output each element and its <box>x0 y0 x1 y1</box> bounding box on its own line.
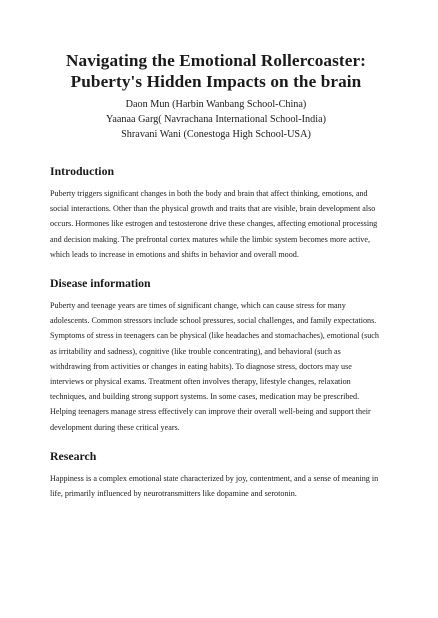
introduction-paragraph: Puberty triggers significant changes in both the body and brain that affect thinking, emotions, and social interactions. Other than the physical growth and traits that are visible, brain development also occurs. Hormones like estrogen and testosterone drive these changes, affecting emotional processing and decision making. The prefrontal cortex matures while the limbic system becomes more active, which leads to increase in emotions and shifts in behavior and overall mood. <box>50 189 378 259</box>
author-3: Shravani Wani (Conestoga High School-USA) <box>121 129 311 140</box>
author-list <box>50 97 382 142</box>
paper-title-line-2: Puberty's Hidden Impacts on the brain <box>70 72 362 91</box>
disease-information-heading: Disease information <box>50 276 151 291</box>
disease-information-paragraph: Puberty and teenage years are times of significant change, which can cause stress for many adolescents. Common stressors include school pressures, social challenges, and family expectations. Symptoms of stress in teenagers can be physical (like headaches and stomachaches), emotional (such as irritability and sadness), cognitive (like trouble concentrating), and behavioral (such as withdrawing from activities or changes in eating habits). To diagnose stress, doctors may use interviews or physical exams. Treatment often involves therapy, lifestyle changes, relaxation techniques, and building strong support systems. In some cases, medication may be prescribed. Helping teenagers manage stress effectively can improve their overall well-being and support their development during these critical years. <box>50 301 379 432</box>
research-heading: Research <box>50 448 97 463</box>
research-paragraph: Happiness is a complex emotional state characterized by joy, contentment, and a sense of meaning in life, primarily influenced by neurotransmitters like dopamine and serotonin. <box>50 473 379 499</box>
paper-title-line-1: Navigating the Emotional Rollercoaster: <box>65 51 367 70</box>
introduction-heading: Introduction <box>50 164 115 178</box>
paper-title <box>50 50 382 92</box>
author-1: Daon Mun (Harbin Wanbang School-China) <box>125 99 307 110</box>
author-2: Yaanaa Garg( Navrachana International School-India) <box>106 114 326 125</box>
